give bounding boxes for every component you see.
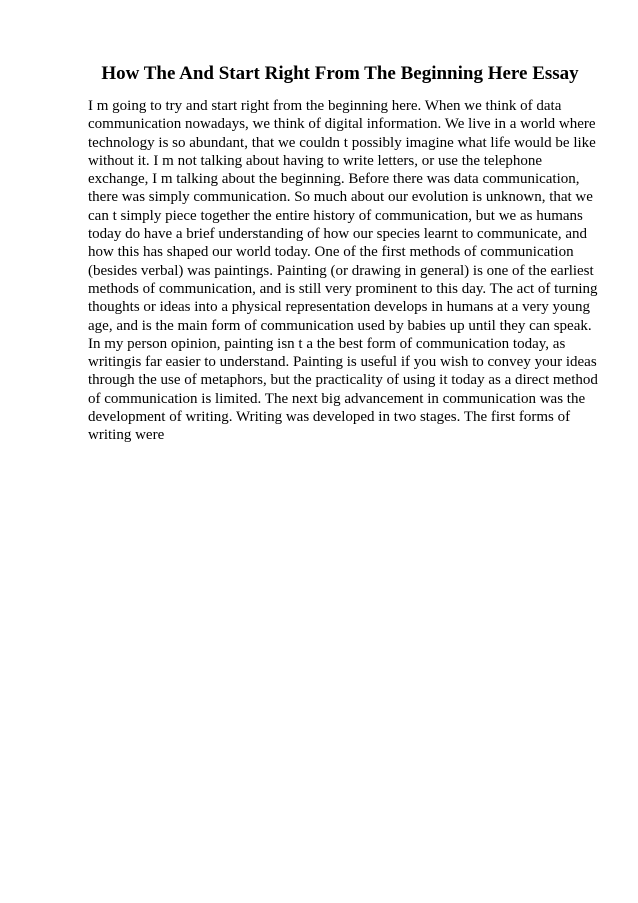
essay-line: how this has shaped our world today. One of the first methods of communication	[88, 244, 574, 261]
essay-line: of communication is limited. The next big advancement in communication was the	[88, 390, 586, 407]
essay-line: In my person opinion, painting isn t a the best form of communication today, as	[88, 335, 566, 352]
essay-line: today do have a brief understanding of how our species learnt to communicate, and	[88, 226, 588, 243]
essay-line: communication nowadays, we think of digital information. We live in a world where	[88, 116, 596, 133]
essay-line: I m going to try and start right from the beginning here. When we think of data	[88, 98, 562, 114]
essay-line: can t simply piece together the entire history of communication, but we as humans	[88, 207, 583, 224]
essay-line: writing were	[88, 427, 165, 444]
essay-line: there was simply communication. So much about our evolution is unknown, that we	[88, 189, 593, 206]
essay-line: (besides verbal) was paintings. Painting (or drawing in general) is one of the earliest	[88, 262, 594, 279]
essay-line: through the use of metaphors, but the practicality of using it today as a direct method	[88, 372, 598, 389]
essay-line: without it. I m not talking about having to write letters, or use the telephone	[88, 152, 543, 169]
essay-line: technology is so abundant, that we couldn t possibly imagine what life would be like	[88, 134, 596, 151]
essay-line: age, and is the main form of communication used by babies up until they can speak.	[88, 317, 592, 334]
essay-line: writingis far easier to understand. Painting is useful if you wish to convey your ideas	[88, 354, 597, 371]
essay-line: thoughts or ideas into a physical representation develops in humans at a very young	[88, 299, 590, 316]
essay-title: How The And Start Right From The Beginning Here Essay	[101, 63, 579, 84]
essay-body	[88, 97, 608, 445]
essay-line: development of writing. Writing was developed in two stages. The first forms of	[88, 409, 571, 426]
essay-line: exchange, I m talking about the beginning. Before there was data communication,	[88, 171, 580, 188]
essay-line: methods of communication, and is still very prominent to this day. The act of turning	[88, 280, 598, 297]
